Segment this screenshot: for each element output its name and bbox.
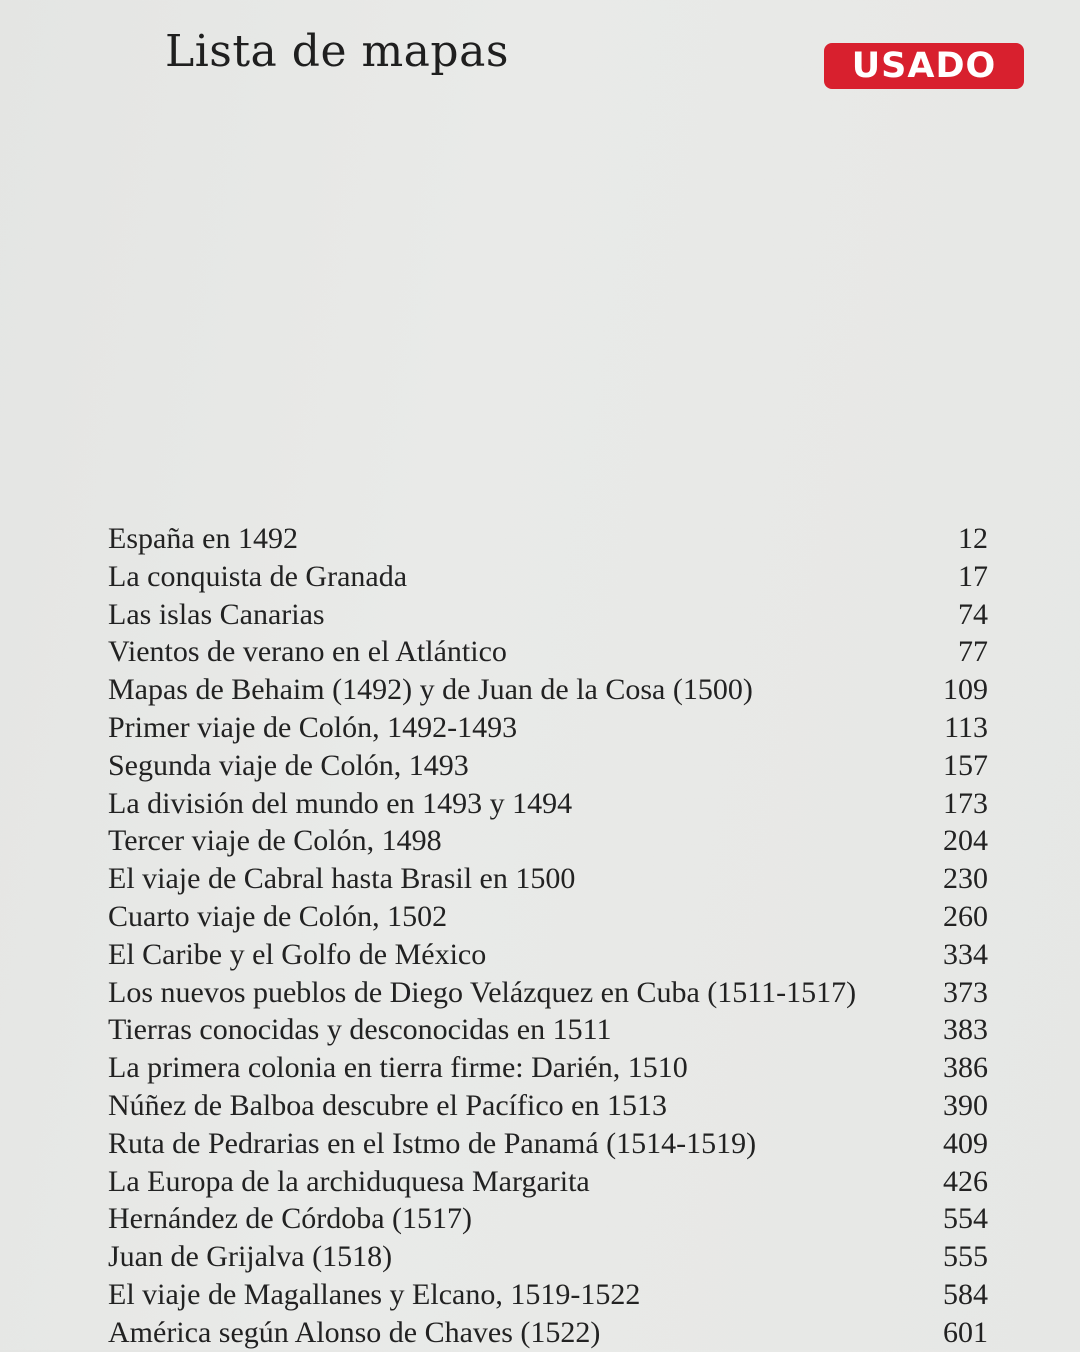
entry-page-number: 373 (943, 975, 988, 1009)
entry-title: Juan de Grijalva (1518) (108, 1240, 393, 1274)
entry-title: Tercer viaje de Colón, 1498 (108, 824, 442, 858)
entry-page-number: 113 (944, 710, 988, 744)
entry-page-number: 383 (943, 1013, 988, 1047)
entry-title: Mapas de Behaim (1492) y de Juan de la Cosa (1500) (108, 673, 753, 707)
entry-title: La Europa de la archiduquesa Margarita (108, 1164, 590, 1198)
list-item (108, 520, 988, 558)
list-item (108, 1125, 988, 1163)
entry-page-number: 601 (943, 1315, 988, 1349)
entry-title: El viaje de Magallanes y Elcano, 1519-1522 (108, 1277, 641, 1311)
entry-title: La conquista de Granada (108, 559, 408, 593)
entry-page-number: 204 (943, 824, 988, 858)
entry-title: América según Alonso de Chaves (1522) (108, 1315, 601, 1349)
list-item (108, 1049, 988, 1087)
page-title: Lista de mapas (165, 26, 509, 77)
entry-title: La primera colonia en tierra firme: Darién, 1510 (108, 1051, 688, 1085)
entry-title: Hernández de Córdoba (1517) (108, 1202, 473, 1236)
list-item (108, 1011, 988, 1049)
list-item (108, 898, 988, 936)
entry-page-number: 260 (943, 899, 988, 933)
list-item (108, 1276, 988, 1314)
list-item (108, 936, 988, 974)
entry-title: Núñez de Balboa descubre el Pacífico en 1513 (108, 1088, 667, 1122)
list-item (108, 633, 988, 671)
entry-page-number: 12 (958, 522, 988, 555)
entry-title: Segunda viaje de Colón, 1493 (108, 748, 469, 782)
entry-page-number: 230 (943, 862, 988, 896)
entry-title: Los nuevos pueblos de Diego Velázquez en Cuba (1511-1517) (108, 975, 857, 1009)
entry-page-number: 74 (958, 597, 988, 631)
entry-page-number: 426 (943, 1164, 988, 1198)
entry-title: El Caribe y el Golfo de México (108, 937, 487, 971)
list-item (108, 1238, 988, 1276)
used-badge: USADO (824, 43, 1024, 89)
entry-page-number: 386 (943, 1051, 988, 1085)
entry-page-number: 334 (943, 937, 988, 971)
entry-title: Tierras conocidas y desconocidas en 1511 (108, 1013, 612, 1047)
list-item (108, 1087, 988, 1125)
list-item (108, 822, 988, 860)
list-item (108, 671, 988, 709)
entry-page-number: 157 (943, 748, 988, 782)
list-item (108, 596, 988, 634)
entry-page-number: 17 (958, 559, 988, 593)
list-item (108, 1200, 988, 1238)
list-item (108, 558, 988, 596)
list-item (108, 974, 988, 1012)
entry-title: Las islas Canarias (108, 597, 325, 631)
entry-title: La división del mundo en 1493 y 1494 (108, 786, 573, 820)
entry-title: Ruta de Pedrarias en el Istmo de Panamá (1514-1519) (108, 1126, 757, 1160)
list-item (108, 860, 988, 898)
entry-title: Primer viaje de Colón, 1492-1493 (108, 710, 518, 744)
entry-page-number: 173 (943, 786, 988, 820)
entry-page-number: 109 (943, 673, 988, 707)
entry-page-number: 409 (943, 1126, 988, 1160)
entry-page-number: 390 (943, 1088, 988, 1122)
entry-title: Cuarto viaje de Colón, 1502 (108, 899, 448, 933)
list-item (108, 709, 988, 747)
entry-title: España en 1492 (108, 522, 298, 555)
map-list (108, 520, 988, 1352)
list-item (108, 785, 988, 823)
entry-page-number: 77 (958, 635, 988, 669)
entry-page-number: 584 (943, 1277, 988, 1311)
list-item (108, 1314, 988, 1352)
list-item (108, 747, 988, 785)
list-item (108, 1163, 988, 1201)
entry-title: El viaje de Cabral hasta Brasil en 1500 (108, 862, 576, 896)
entry-title: Vientos de verano en el Atlántico (108, 635, 507, 669)
entry-page-number: 555 (943, 1240, 988, 1274)
entry-page-number: 554 (943, 1202, 988, 1236)
